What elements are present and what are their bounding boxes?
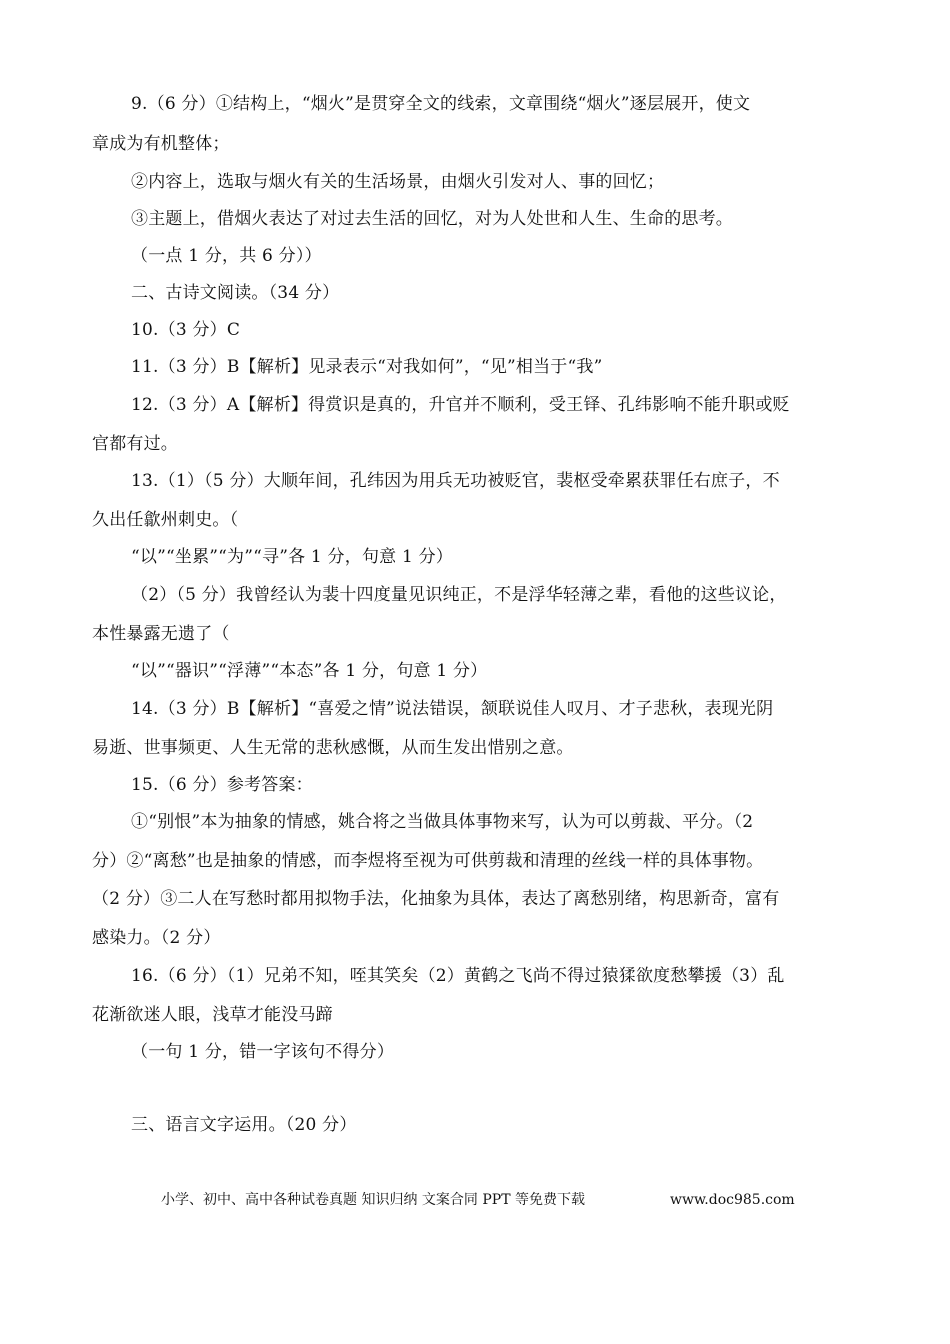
answer-line: （一句 1 分，错一字该句不得分） (131, 1042, 395, 1062)
answer-line: 久出任歙州刺史。（ (92, 510, 239, 530)
answer-line: 分）②“离愁”也是抽象的情感，而李煜将至视为可供剪裁和清理的丝线一样的具体事物。 (92, 851, 764, 871)
footer-text: 小学、初中、高中各种试卷真题 知识归纳 文案合同 PPT 等免费下载 (161, 1192, 585, 1208)
answer-line: “以”“器识”“浮薄”“本态”各 1 分，句意 1 分） (131, 661, 488, 681)
footer-url: www.doc985.com (670, 1192, 795, 1208)
answer-line: 16.（6 分）（1）兄弟不知，咥其笑矣（2）黄鹤之飞尚不得过猿猱欲度愁攀援（3）乱 (131, 966, 785, 986)
answer-line: 12.（3 分）A【解析】得赏识是真的，升官并不顺利，受王铎、孔纬影响不能升职或贬 (131, 395, 790, 415)
answer-line: （2）（5 分）我曾经认为裴十四度量见识纯正，不是浮华轻薄之辈，看他的这些议论， (131, 585, 787, 605)
answer-line: 14.（3 分）B【解析】“喜爱之情”说法错误，颔联说佳人叹月、才子悲秋，表现光阴 (131, 699, 774, 719)
answer-line: ②内容上，选取与烟火有关的生活场景，由烟火引发对人、事的回忆； (131, 172, 665, 192)
answer-line: ①“别恨”本为抽象的情感，姚合将之当做具体事物来写，认为可以剪裁、平分。（2 (131, 812, 754, 832)
answer-line: 10.（3 分）C (131, 320, 241, 340)
answer-line: 本性暴露无遗了（ (92, 624, 230, 644)
answer-line: （一点 1 分，共 6 分）） (131, 246, 322, 266)
section-heading: 二、古诗文阅读。（34 分） (131, 283, 340, 303)
section-heading: 三、语言文字运用。（20 分） (131, 1115, 357, 1135)
answer-line: （2 分）③二人在写愁时都用拟物手法，化抽象为具体，表达了离愁别绪，构思新奇，富有 (92, 889, 780, 909)
answer-line: 11.（3 分）B【解析】见录表示“对我如何”，“见”相当于“我” (131, 357, 603, 377)
answer-line: 章成为有机整体； (92, 134, 230, 154)
answer-line: 易逝、世事频更、人生无常的悲秋感慨，从而生发出惜别之意。 (92, 738, 574, 758)
answer-line: “以”“坐累”“为”“寻”各 1 分，句意 1 分） (131, 547, 453, 567)
answer-line: 花渐欲迷人眼，浅草才能没马蹄 (92, 1005, 333, 1025)
answer-line: ③主题上，借烟火表达了对过去生活的回忆，对为人处世和人生、生命的思考。 (131, 209, 733, 229)
answer-line: 13.（1）（5 分）大顺年间，孔纬因为用兵无功被贬官，裴枢受牵累获罪任右庶子，不 (131, 471, 780, 491)
answer-line: 9.（6 分）①结构上，“烟火”是贯穿全文的线索，文章围绕“烟火”逐层展开，使文 (131, 94, 751, 114)
answer-line: 官都有过。 (92, 434, 178, 454)
answer-line: 感染力。（2 分） (92, 928, 221, 948)
answer-line: 15.（6 分）参考答案： (131, 775, 313, 795)
